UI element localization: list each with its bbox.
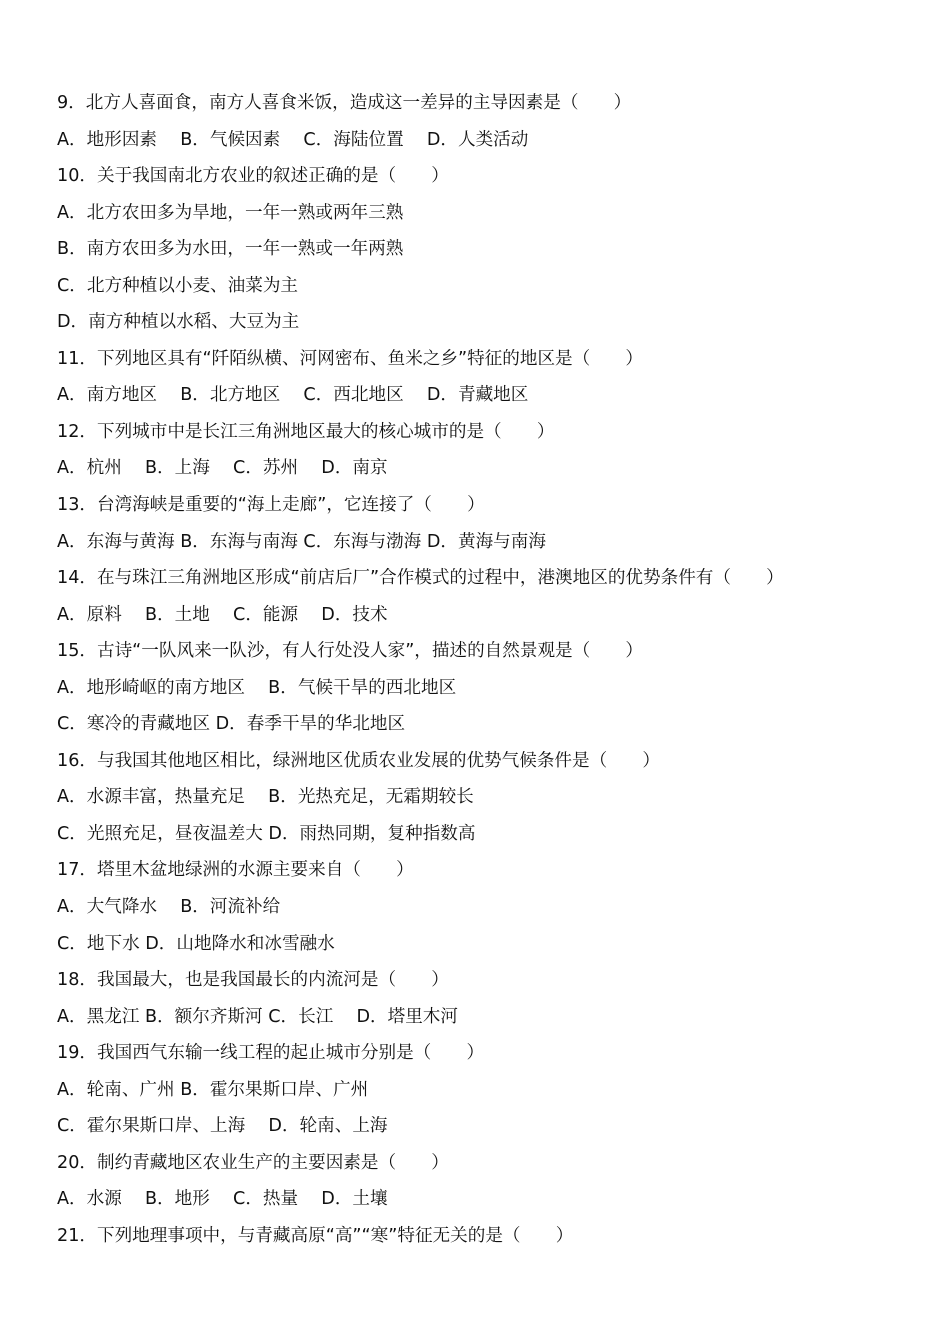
- question-17-options-ab: A．大气降水 B．河流补给: [57, 897, 281, 918]
- question-9: 9．北方人喜面食，南方人喜食米饭，造成这一差异的主导因素是（ ）: [57, 93, 632, 113]
- question-11-options: A．南方地区 B．北方地区 C．西北地区 D．青藏地区: [57, 385, 529, 406]
- question-21: 21．下列地理事项中，与青藏高原“高”“寒”特征无关的是（ ）: [57, 1225, 574, 1246]
- question-13: 13．台湾海峡是重要的“海上走廊”，它连接了（ ）: [57, 495, 485, 516]
- question-11: 11．下列地区具有“阡陌纵横、河网密布、鱼米之乡”特征的地区是（ ）: [57, 348, 644, 369]
- question-14: 14．在与珠江三角洲地区形成“前店后厂”合作模式的过程中，港澳地区的优势条件有（ ）: [57, 568, 784, 589]
- question-10-option-c: C．北方种植以小麦、油菜为主: [57, 275, 299, 296]
- question-10: 10．关于我国南北方农业的叙述正确的是（ ）: [57, 166, 449, 187]
- question-10-option-b: B．南方农田多为水田，一年一熟或一年两熟: [57, 239, 404, 260]
- question-19: 19．我国西气东输一线工程的起止城市分别是（ ）: [57, 1043, 485, 1064]
- question-14-options: A．原料 B．土地 C．能源 D．技术: [57, 604, 388, 625]
- question-12-options: A．杭州 B．上海 C．苏州 D．南京: [57, 458, 388, 479]
- question-17-options-cd: C．地下水 D．山地降水和冰雪融水: [57, 933, 335, 954]
- question-16-options-ab: A．水源丰富，热量充足 B．光热充足，无霜期较长: [57, 787, 474, 808]
- question-20: 20．制约青藏地区农业生产的主要因素是（ ）: [57, 1152, 449, 1173]
- question-13-options: A．东海与黄海 B．东海与南海 C．东海与渤海 D．黄海与南海: [57, 531, 546, 552]
- question-9-options: A．地形因素 B．气候因素 C．海陆位置 D．人类活动: [57, 129, 529, 150]
- question-16-options-cd: C．光照充足，昼夜温差大 D．雨热同期，复种指数高: [57, 823, 476, 844]
- question-15-options-ab: A．地形崎岖的南方地区 B．气候干旱的西北地区: [57, 677, 457, 698]
- document-page: [57, 85, 917, 1255]
- question-18-options: A．黑龙江 B．额尔齐斯河 C．长江 D．塔里木河: [57, 1006, 458, 1027]
- question-10-option-a: A．北方农田多为旱地，一年一熟或两年三熟: [57, 202, 404, 223]
- question-18: 18．我国最大，也是我国最长的内流河是（ ）: [57, 970, 449, 991]
- question-15-options-cd: C．寒冷的青藏地区 D．春季干旱的华北地区: [57, 714, 406, 735]
- question-10-option-d: D．南方种植以水稻、大豆为主: [57, 312, 300, 333]
- question-20-options: A．水源 B．地形 C．热量 D．土壤: [57, 1189, 388, 1210]
- question-19-options-cd: C．霍尔果斯口岸、上海 D．轮南、上海: [57, 1116, 388, 1137]
- question-12: 12．下列城市中是长江三角洲地区最大的核心城市的是（ ）: [57, 421, 555, 442]
- question-17: 17．塔里木盆地绿洲的水源主要来自（ ）: [57, 860, 414, 881]
- question-19-options-ab: A．轮南、广州 B．霍尔果斯口岸、广州: [57, 1079, 369, 1100]
- question-16: 16．与我国其他地区相比，绿洲地区优质农业发展的优势气候条件是（ ）: [57, 750, 660, 771]
- question-15: 15．古诗“一队风来一队沙，有人行处没人家”，描述的自然景观是（ ）: [57, 641, 644, 662]
